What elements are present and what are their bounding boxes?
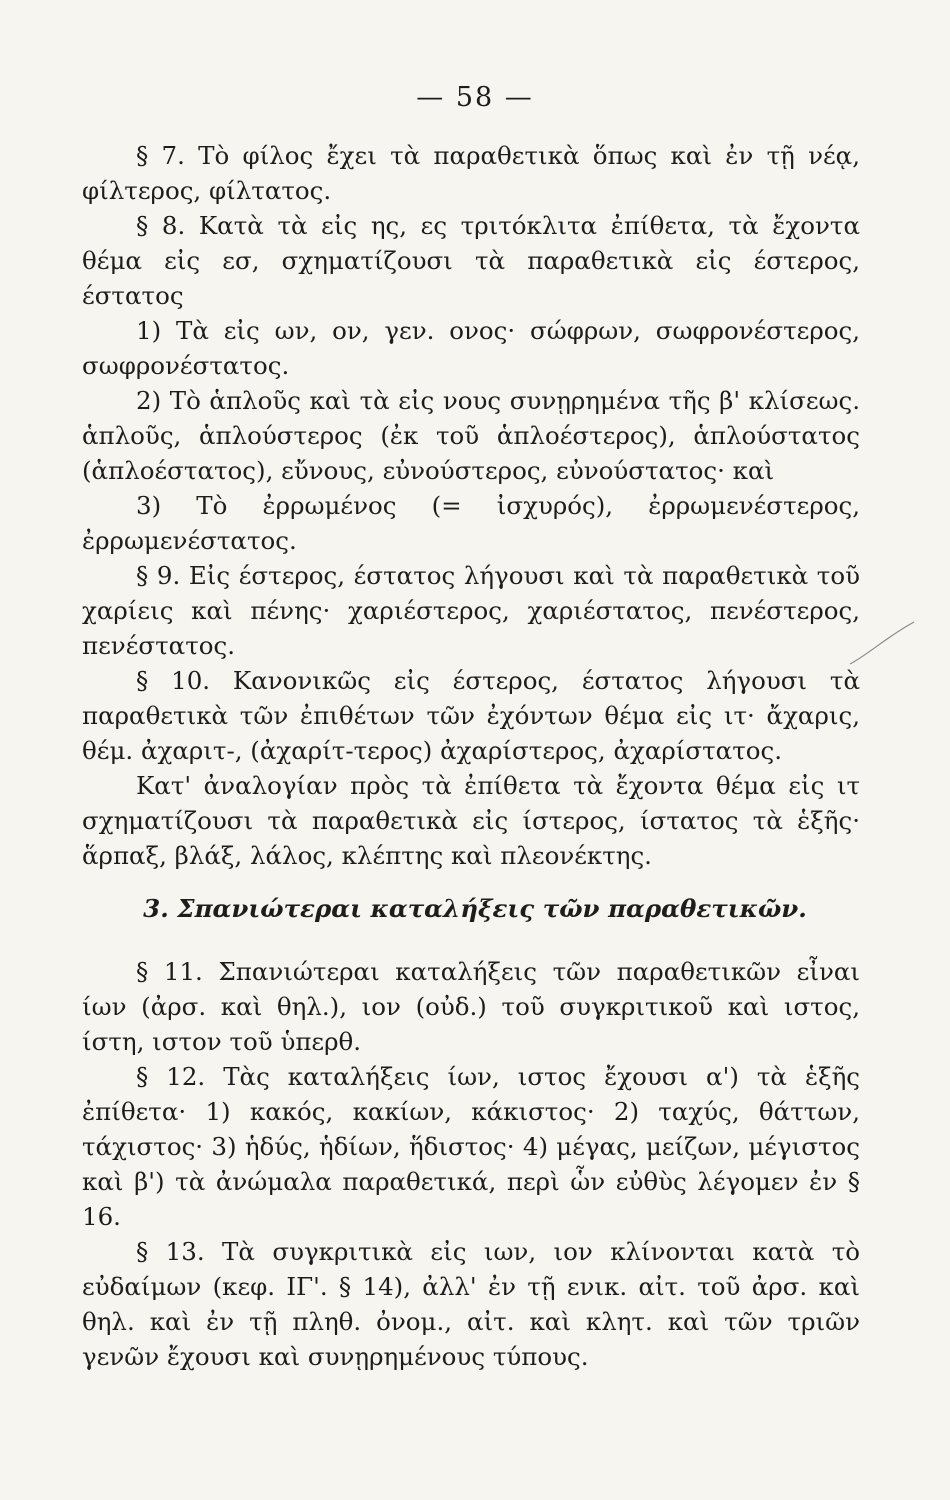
paragraph-12: § 12. Τὰς καταλήξεις ίων, ιστος ἔχουσι α') τὰ ἑξῆς ἐπίθετα· 1) κακός, κακίων, κάκιστος· 2) ταχύς, θάττων, τάχιστος· 3) ἡδύς, ἡδίων, ἥδιστος· 4) μέγας, μείζων, μέγιστος καὶ β') τὰ ἀνώμαλα παραθετικά, περὶ ὧν εὐθὺς λέγομεν ἐν § 16. (82, 1062, 860, 1231)
paragraph-10: § 10. Κανονικῶς εἰς έστερος, έστατος λήγουσι τὰ παραθετικὰ τῶν ἐπιθέτων τῶν ἐχόντων θέμα εἰς ιτ· ἄχαρις, θέμ. ἀχαριτ-, (ἀχαρίτ-τερος) ἀχαρίστερος, ἀχαρίστατος. (82, 666, 860, 765)
top-text-block (82, 138, 860, 873)
paragraph-11: § 11. Σπανιώτεραι καταλήξεις τῶν παραθετικῶν εἶναι ίων (ἀρσ. καὶ θηλ.), ιον (οὐδ.) τοῦ συγκριτικοῦ καὶ ιστος, ίστη, ιστον τοῦ ὑπερθ. (82, 957, 860, 1056)
paragraph-8-item-1: 1) Τὰ εἰς ων, ον, γεν. ονος· σώφρων, σωφρονέστερος, σωφρονέστατος. (82, 316, 860, 380)
section-heading: 3. Σπανιώτεραι καταλήξεις τῶν παραθετικῶν. (143, 894, 807, 923)
paragraph-8-item-2: 2) Τὸ ἁπλοῦς καὶ τὰ εἰς νους συνῃρημένα τῆς β' κλίσεως. ἁπλοῦς, ἁπλούστερος (ἐκ τοῦ ἁπλοέστερος), ἁπλούστατος (ἁπλοέστατος), εὔνους, εὐνούστερος, εὐνούστατος· καὶ (82, 386, 860, 485)
paragraph-13: § 13. Τὰ συγκριτικὰ εἰς ιων, ιον κλίνονται κατὰ τὸ εὐδαίμων (κεφ. ΙΓ'. § 14), ἀλλ' ἐν τῇ ενικ. αἰτ. τοῦ ἀρσ. καὶ θηλ. καὶ ἐν τῇ πληθ. ὀνομ., αἰτ. καὶ κλητ. καὶ τῶν τριῶν γενῶν ἔχουσι καὶ συνῃρημένους τύπους. (82, 1237, 860, 1371)
bottom-text-block (82, 954, 860, 1374)
paragraph-9: § 9. Εἰς έστερος, έστατος λήγουσι καὶ τὰ παραθετικὰ τοῦ χαρίεις καὶ πένης· χαριέστερος, χαριέστατος, πενέστερος, πενέστατος. (82, 561, 860, 660)
paragraph-8-item-3: 3) Τὸ ἐρρωμένος (= ἰσχυρός), ἐρρωμενέστερος, ἐρρωμενέστατος. (82, 491, 860, 555)
handwritten-mark (848, 618, 918, 668)
page-number: — 58 — (416, 82, 534, 113)
paragraph-8: § 8. Κατὰ τὰ εἰς ης, ες τριτόκλιτα ἐπίθετα, τὰ ἔχοντα θέμα εἰς εσ, σχηματίζουσι τὰ παραθετικὰ εἰς έστερος, έστατος (82, 211, 860, 310)
paragraph-10-continuation: Κατ' ἀναλογίαν πρὸς τὰ ἐπίθετα τὰ ἔχοντα θέμα εἰς ιτ σχηματίζουσι τὰ παραθετικὰ εἰς ίστερος, ίστατος τὰ ἑξῆς· ἅρπαξ, βλάξ, λάλος, κλέπτης καὶ πλεονέκτης. (82, 771, 860, 870)
paragraph-7: § 7. Τὸ φίλος ἔχει τὰ παραθετικὰ ὅπως καὶ ἐν τῇ νέᾳ, φίλτερος, φίλτατος. (82, 141, 860, 205)
